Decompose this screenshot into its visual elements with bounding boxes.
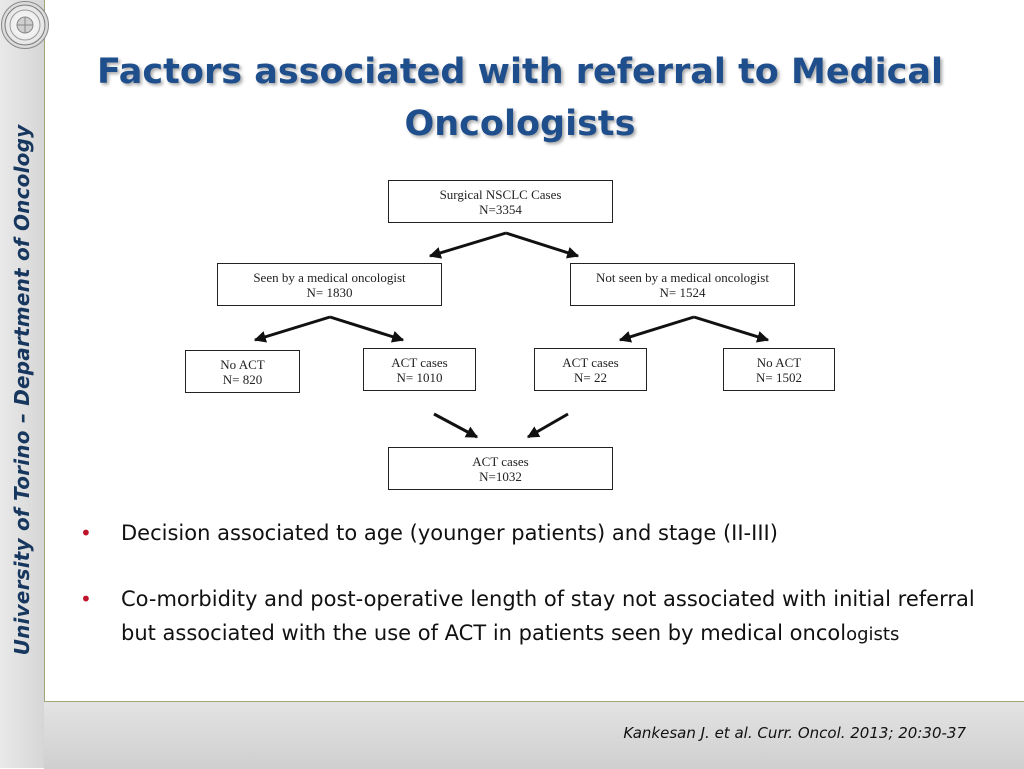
node-label: ACT cases — [472, 453, 529, 469]
bullet-list — [80, 516, 980, 684]
slide-title: Factors associated with referral to Medical Oncologists — [96, 52, 944, 144]
node-seen-act-cases — [363, 348, 476, 391]
node-count: N= 1524 — [659, 284, 706, 300]
arrow-seen-to-act — [330, 317, 403, 340]
node-label: ACT cases — [391, 354, 448, 370]
node-count: N= 1502 — [756, 369, 802, 385]
node-count: N= 22 — [574, 369, 607, 385]
citation: Kankesan J. et al. Curr. Oncol. 2013; 20:30-37 — [623, 724, 966, 742]
node-label: Not seen by a medical oncologist — [596, 269, 769, 285]
node-act-cases-total — [388, 447, 613, 490]
bullet-marker: • — [80, 521, 92, 545]
node-label: ACT cases — [562, 354, 619, 370]
arrow-root-to-not-seen — [506, 233, 578, 256]
bullet-item — [80, 582, 980, 652]
node-count: N= 820 — [222, 371, 263, 387]
arrow-not-seen-to-act — [620, 317, 694, 340]
node-not-seen-act-cases — [534, 348, 647, 391]
arrow-seen-to-no-act — [255, 317, 330, 340]
bullet-marker: • — [80, 587, 92, 611]
arrow-root-to-seen — [430, 233, 506, 256]
bullet-text: Co-morbidity and post-operative length of stay not associated with initial referral but associated with the use of ACT in patients seen by medical oncol — [121, 587, 975, 645]
bullet-text: Decision associated to age (younger patients) and stage (II-III) — [121, 521, 778, 545]
node-label: Seen by a medical oncologist — [253, 269, 406, 285]
arrow-not-seen-to-no-act — [694, 317, 768, 340]
department-label: University of Torino – Department of Oncology — [10, 124, 34, 656]
bullet-text-tail: ogists — [846, 624, 900, 645]
node-label: No ACT — [756, 354, 802, 370]
node-seen-by-oncologist — [217, 263, 442, 306]
node-count: N=3354 — [479, 201, 522, 217]
arrow-act22-to-total — [528, 414, 568, 437]
node-count: N= 1830 — [306, 284, 353, 300]
node-not-seen-no-act — [723, 348, 835, 391]
node-label: No ACT — [220, 356, 265, 372]
node-seen-no-act — [185, 350, 300, 393]
node-count: N= 1010 — [396, 369, 443, 385]
node-not-seen-by-oncologist — [570, 263, 795, 306]
node-label: Surgical NSCLC Cases — [439, 186, 562, 202]
arrow-act-to-total — [434, 414, 477, 437]
footer-band — [44, 701, 1024, 769]
bullet-item — [80, 516, 980, 550]
node-count: N=1032 — [479, 468, 522, 484]
node-surgical-cases — [388, 180, 613, 223]
